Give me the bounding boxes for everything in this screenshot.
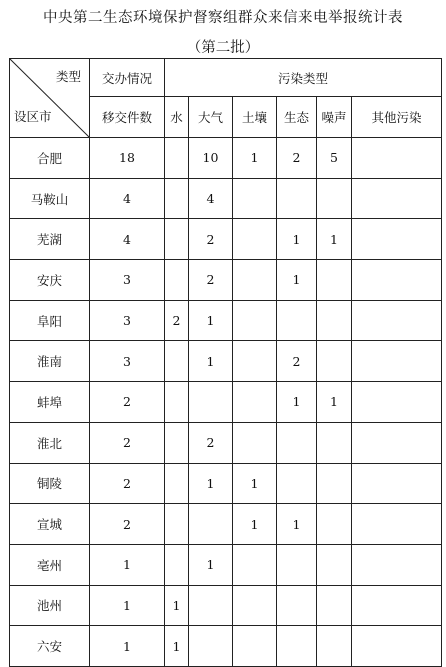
value-cell: 2 <box>90 422 165 463</box>
value-cell <box>317 178 352 219</box>
value-cell <box>317 300 352 341</box>
value-cell: 2 <box>189 219 233 260</box>
value-cell <box>165 341 189 382</box>
value-cell <box>233 422 277 463</box>
value-cell: 1 <box>90 585 165 626</box>
value-cell: 1 <box>317 219 352 260</box>
value-cell: 1 <box>189 341 233 382</box>
value-cell: 2 <box>277 138 317 179</box>
value-cell <box>317 422 352 463</box>
value-cell <box>233 382 277 423</box>
value-cell <box>189 626 233 667</box>
value-cell <box>277 422 317 463</box>
value-cell <box>317 626 352 667</box>
value-cell: 2 <box>189 260 233 301</box>
table-row <box>10 626 442 667</box>
value-cell <box>317 544 352 585</box>
value-cell <box>352 422 442 463</box>
value-cell: 2 <box>90 463 165 504</box>
value-cell <box>189 382 233 423</box>
value-cell <box>352 585 442 626</box>
value-cell: 1 <box>233 463 277 504</box>
header-row-1 <box>10 59 442 97</box>
table-row <box>10 585 442 626</box>
diagonal-header-cell <box>10 59 90 138</box>
value-cell <box>352 463 442 504</box>
value-cell <box>352 382 442 423</box>
value-cell <box>165 138 189 179</box>
table-row <box>10 341 442 382</box>
statistics-table <box>9 58 442 667</box>
value-cell: 1 <box>90 544 165 585</box>
value-cell: 18 <box>90 138 165 179</box>
value-cell: 1 <box>165 626 189 667</box>
table-row <box>10 138 442 179</box>
value-cell: 1 <box>189 544 233 585</box>
table-row <box>10 544 442 585</box>
value-cell: 2 <box>277 341 317 382</box>
city-cell: 六安 <box>10 626 90 667</box>
corner-label-type: 类型 <box>55 69 81 84</box>
value-cell: 3 <box>90 300 165 341</box>
city-cell: 淮北 <box>10 422 90 463</box>
city-cell: 芜湖 <box>10 219 90 260</box>
value-cell <box>189 585 233 626</box>
value-cell: 1 <box>90 626 165 667</box>
city-cell: 淮南 <box>10 341 90 382</box>
city-cell: 安庆 <box>10 260 90 301</box>
value-cell: 1 <box>165 585 189 626</box>
column-header: 噪声 <box>317 97 352 138</box>
value-cell <box>352 300 442 341</box>
value-cell <box>352 219 442 260</box>
city-cell: 合肥 <box>10 138 90 179</box>
city-cell: 池州 <box>10 585 90 626</box>
column-header: 大气 <box>189 97 233 138</box>
city-cell: 马鞍山 <box>10 178 90 219</box>
value-cell <box>277 585 317 626</box>
table-row <box>10 504 442 545</box>
page-subtitle: （第二批） <box>186 40 260 56</box>
value-cell <box>165 219 189 260</box>
value-cell: 1 <box>189 300 233 341</box>
value-cell <box>233 585 277 626</box>
value-cell: 4 <box>189 178 233 219</box>
value-cell <box>352 178 442 219</box>
value-cell <box>277 463 317 504</box>
city-cell: 阜阳 <box>10 300 90 341</box>
column-header: 生态 <box>277 97 317 138</box>
value-cell: 3 <box>90 260 165 301</box>
value-cell <box>233 219 277 260</box>
table-row <box>10 382 442 423</box>
header-group-pollution: 污染类型 <box>165 59 442 97</box>
value-cell <box>165 544 189 585</box>
value-cell <box>352 138 442 179</box>
value-cell <box>233 544 277 585</box>
value-cell <box>165 463 189 504</box>
corner-label-city: 设区市 <box>14 109 52 124</box>
city-cell: 宣城 <box>10 504 90 545</box>
value-cell: 10 <box>189 138 233 179</box>
table-row <box>10 219 442 260</box>
value-cell <box>352 626 442 667</box>
city-cell: 亳州 <box>10 544 90 585</box>
value-cell <box>352 544 442 585</box>
value-cell <box>277 300 317 341</box>
value-cell <box>189 504 233 545</box>
value-cell <box>165 382 189 423</box>
table-row <box>10 178 442 219</box>
value-cell <box>233 300 277 341</box>
value-cell: 2 <box>90 504 165 545</box>
value-cell <box>233 341 277 382</box>
value-cell <box>352 341 442 382</box>
value-cell <box>277 178 317 219</box>
value-cell <box>233 626 277 667</box>
column-header: 其他污染 <box>352 97 442 138</box>
table-row <box>10 463 442 504</box>
value-cell <box>277 544 317 585</box>
value-cell: 2 <box>189 422 233 463</box>
value-cell <box>317 585 352 626</box>
value-cell <box>317 463 352 504</box>
value-cell <box>165 260 189 301</box>
column-header: 移交件数 <box>90 97 165 138</box>
value-cell: 1 <box>317 382 352 423</box>
value-cell: 3 <box>90 341 165 382</box>
value-cell <box>165 178 189 219</box>
value-cell: 1 <box>277 219 317 260</box>
value-cell: 1 <box>277 504 317 545</box>
column-header: 土壤 <box>233 97 277 138</box>
value-cell <box>233 178 277 219</box>
value-cell: 1 <box>277 382 317 423</box>
table-row <box>10 300 442 341</box>
city-cell: 蚌埠 <box>10 382 90 423</box>
value-cell <box>233 260 277 301</box>
column-header: 水 <box>165 97 189 138</box>
city-cell: 铜陵 <box>10 463 90 504</box>
page-title: 中央第二生态环境保护督察组群众来信来电举报统计表 <box>43 10 403 26</box>
header-group-handling: 交办情况 <box>90 59 165 97</box>
value-cell <box>165 422 189 463</box>
value-cell <box>165 504 189 545</box>
value-cell: 1 <box>277 260 317 301</box>
value-cell <box>277 626 317 667</box>
value-cell <box>352 260 442 301</box>
value-cell: 1 <box>233 138 277 179</box>
value-cell: 2 <box>90 382 165 423</box>
table-body <box>10 59 442 667</box>
table-row <box>10 260 442 301</box>
value-cell <box>317 341 352 382</box>
value-cell: 2 <box>165 300 189 341</box>
value-cell <box>317 504 352 545</box>
value-cell: 1 <box>233 504 277 545</box>
table-row <box>10 422 442 463</box>
value-cell: 4 <box>90 178 165 219</box>
value-cell: 4 <box>90 219 165 260</box>
value-cell <box>317 260 352 301</box>
value-cell <box>352 504 442 545</box>
value-cell: 1 <box>189 463 233 504</box>
value-cell: 5 <box>317 138 352 179</box>
